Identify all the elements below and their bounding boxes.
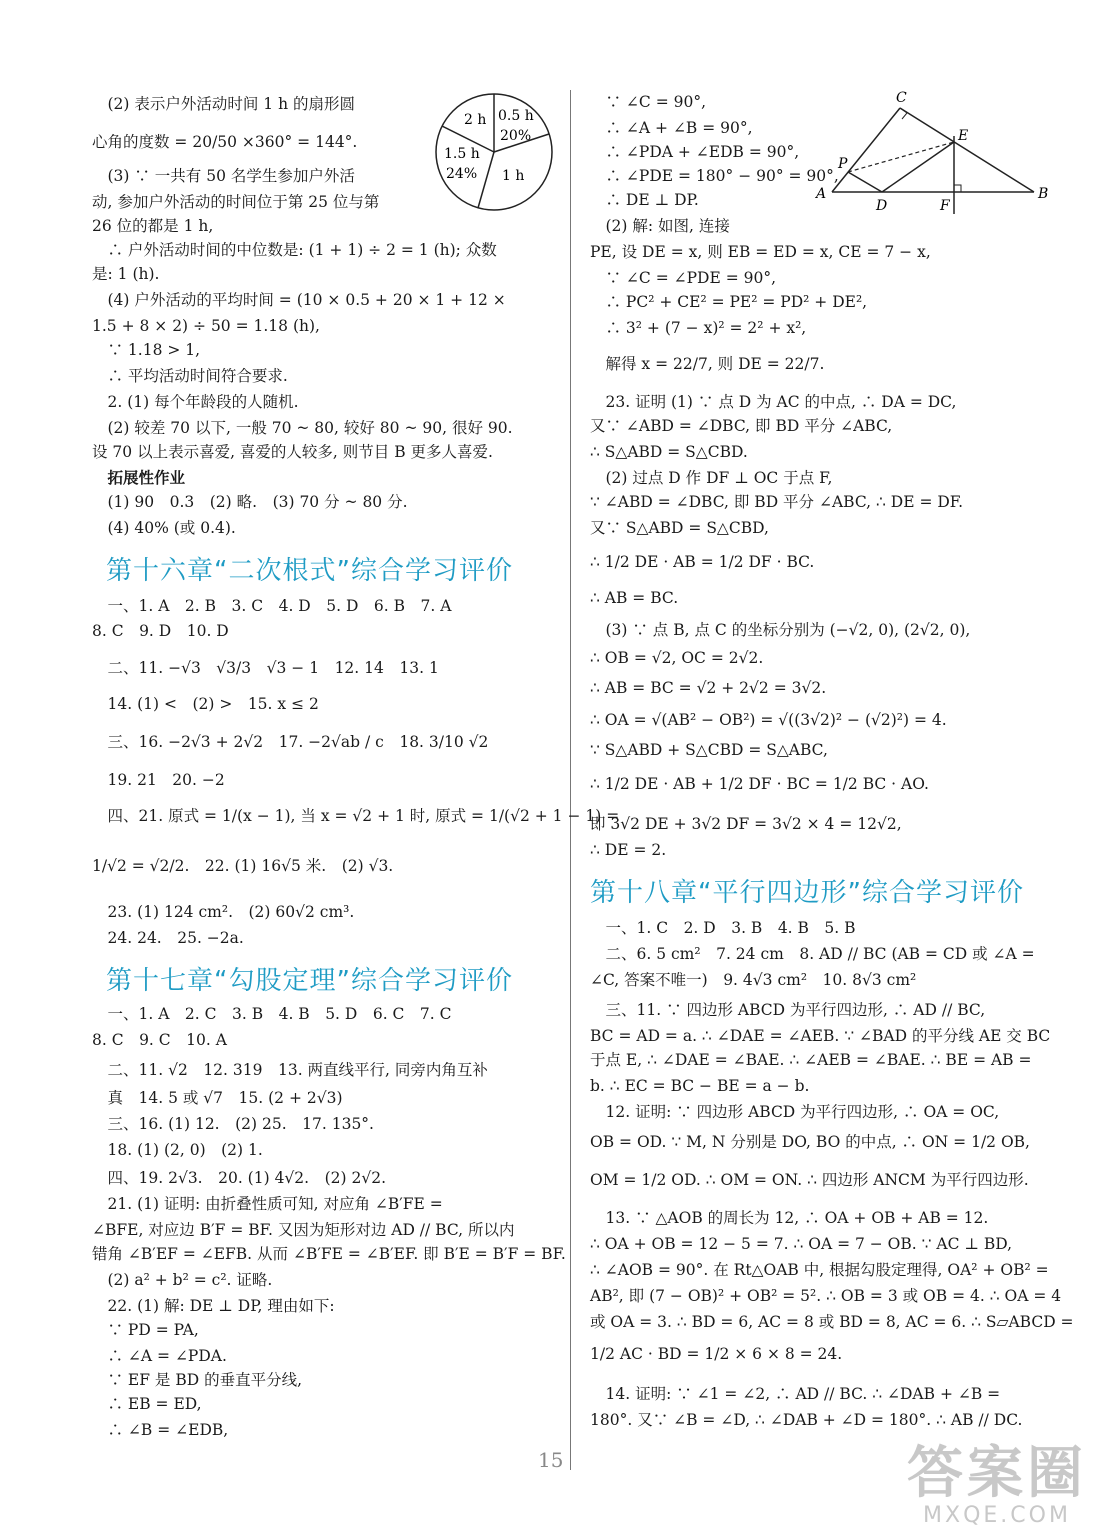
answer-line: 一、1. C 2. D 3. B 4. B 5. B [590,919,856,937]
answer-line: 19. 21 20. −2 [92,771,225,789]
text-line: 又∵ S△ABD = S△CBD, [590,519,769,537]
answer-line: 或 OA = 3. ∴ BD = 6, AC = 8 或 BD = 8, AC = 6. ∴ S▱ABCD = [590,1313,1074,1331]
point-label: D [876,198,888,214]
answer-line: 错角 ∠B′EF = ∠EFB. 从而 ∠B′FE = ∠B′EF. 即 B′E = B′F = BF. [92,1245,566,1263]
pie-label: 1.5 h [444,146,480,162]
answer-line: 三、11. ∵ 四边形 ABCD 为平行四边形, ∴ AD // BC, [590,1001,986,1019]
text-line: ∴ 户外活动时间的中位数是: (1 + 1) ÷ 2 = 1 (h); 众数 [92,241,497,259]
text-line: PE, 设 DE = x, 则 EB = ED = x, CE = 7 − x, [590,243,931,261]
pie-label: 0.5 h [498,108,534,124]
answer-line: ∴ ∠AOB = 90°. 在 Rt△OAB 中, 根据勾股定理得, OA² + OB² = [590,1261,1049,1279]
dashed-PE [848,142,954,172]
answer-line: ∵ EF 是 BD 的垂直平分线, [92,1371,303,1389]
text-line: (3) ∵ 一共有 50 名学生参加户外活 [92,167,355,185]
text-line: ∵ ∠ABD = ∠DBC, 即 BD 平分 ∠ABC, ∴ DE = DF. [590,493,964,511]
watermark-text: 答案圈 [907,1441,1087,1506]
text-line: 2. (1) 每个年龄段的人随机. [92,393,299,411]
text-line: 解得 x = 22/7, 则 DE = 22/7. [590,355,825,373]
text-line: (2) 解: 如图, 连接 [590,217,730,235]
answer-line: 8. C 9. D 10. D [92,622,229,640]
point-label: A [816,186,827,202]
segment-CB [900,108,1034,192]
section-subtitle: 拓展性作业 [92,468,186,487]
answer-line: BC = AD = a. ∴ ∠DAE = ∠AEB. ∵ ∠BAD 的平分线 AE 交 BC [590,1027,1051,1045]
right-angle-mark [954,185,961,192]
text-line: 26 位的都是 1 h, [92,217,214,235]
answer-line: 180°. 又∵ ∠B = ∠D, ∴ ∠DAB + ∠D = 180°. ∴ AB // DC. [590,1411,1023,1429]
text-line: ∴ PC² + CE² = PE² = PD² + DE², [590,293,868,311]
watermark-url: MXQE.COM [923,1503,1071,1528]
answer-line: 1/√2 = √2/2. 22. (1) 16√5 米. (2) √3. [92,857,394,875]
text-line: 心角的度数 = 20/50 ×360° = 144°. [92,133,358,151]
answer-line: 一、1. A 2. B 3. C 4. D 5. D 6. B 7. A [92,597,452,615]
answer-line: ∴ ∠B = ∠EDB, [92,1421,229,1439]
segment-PD [848,172,882,192]
answer-line: 12. 证明: ∵ 四边形 ABCD 为平行四边形, ∴ OA = OC, [590,1103,1000,1121]
answer-line: 8. C 9. C 10. A [92,1031,227,1049]
text-line: 动, 参加户外活动的时间位于第 25 位与第 [92,193,380,211]
text-line: (3) ∵ 点 B, 点 C 的坐标分别为 (−√2, 0), (2√2, 0), [590,621,971,639]
segment-AC [832,108,900,192]
answer-line: 四、19. 2√3. 20. (1) 4√2. (2) 2√2. [92,1169,387,1187]
text-line: 又∵ ∠ABD = ∠DBC, 即 BD 平分 ∠ABC, [590,417,893,435]
answer-line: 真 14. 5 或 √7 15. (2 + 2√3) [92,1089,343,1107]
text-line: 23. 证明 (1) ∵ 点 D 为 AC 的中点, ∴ DA = DC, [590,393,957,411]
answer-line: 23. (1) 124 cm². (2) 60√2 cm³. [92,903,355,921]
answer-line: 14. (1) < (2) > 15. x ≤ 2 [92,695,319,713]
page-number: 15 [538,1448,564,1472]
text-line: (4) 户外活动的平均时间 = (10 × 0.5 + 20 × 1 + 12 × [92,291,506,309]
answer-line: 四、21. 原式 = 1/(x − 1), 当 x = √2 + 1 时, 原式 = 1/(√2 + 1 − 1) = [92,807,620,825]
chapter-17-heading: 第十七章“勾股定理”综合学习评价 [106,966,513,996]
answer-line: ∴ EB = ED, [92,1395,202,1413]
answer-line: b. ∴ EC = BC − BE = a − b. [590,1077,810,1095]
text-line: ∵ S△ABD + S△CBD = S△ABC, [590,741,828,759]
answer-line: 24. 24. 25. −2a. [92,929,244,947]
answer-line: ∴ OA + OB = 12 − 5 = 7. ∴ OA = 7 − OB. ∵ AC ⊥ BD, [590,1235,1013,1253]
text-line: ∴ 3² + (7 − x)² = 2² + x², [590,319,807,337]
point-label: E [958,128,969,144]
text-line: ∴ S△ABD = S△CBD. [590,443,748,461]
text-line: ∴ ∠PDA + ∠EDB = 90°, [590,143,800,161]
text-line: ∴ 1/2 DE · AB = 1/2 DF · BC. [590,553,815,571]
segment-DE [882,142,954,192]
text-line: ∴ AB = BC. [590,589,679,607]
geometry-figure [812,86,1052,214]
text-line: ∴ AB = BC = √2 + 2√2 = 3√2. [590,679,827,697]
answer-line: 14. 证明: ∵ ∠1 = ∠2, ∴ AD // BC. ∴ ∠DAB + ∠B = [590,1385,1001,1403]
answer-line: 13. ∵ △AOB 的周长为 12, ∴ OA + OB + AB = 12. [590,1209,989,1227]
answer-line: 三、16. (1) 12. (2) 25. 17. 135°. [92,1115,374,1133]
point-label: B [1038,186,1049,202]
pie-label: 20% [500,128,532,144]
answer-line: 三、16. −2√3 + 2√2 17. −2√ab / c 18. 3/10 √2 [92,733,489,751]
answer-line: 21. (1) 证明: 由折叠性质可知, 对应角 ∠B′FE = [92,1195,443,1213]
answer-line: 18. (1) (2, 0) (2) 1. [92,1141,263,1159]
text-line: 设 70 以上表示喜爱, 喜爱的人较多, 则节目 B 更多人喜爱. [92,443,493,461]
text-line: ∵ 1.18 > 1, [92,341,201,359]
point-label: F [940,198,950,214]
text-line: ∵ ∠C = ∠PDE = 90°, [590,269,777,287]
text-line: ∵ ∠C = 90°, [590,93,707,111]
answer-line: ∵ PD = PA, [92,1321,199,1339]
answer-line: 二、11. −√3 √3/3 √3 − 1 12. 14 13. 1 [92,659,439,677]
text-line: (2) 较差 70 以下, 一般 70 ~ 80, 较好 80 ~ 90, 很好 90. [92,419,513,437]
answer-line: ∠C, 答案不唯一) 9. 4√3 cm² 10. 8√3 cm² [590,971,917,989]
pie-label: 24% [446,166,478,182]
point-label: P [838,156,848,172]
chapter-18-heading: 第十八章“平行四边形”综合学习评价 [590,878,1024,908]
answer-line: ∴ ∠A = ∠PDA. [92,1347,227,1365]
answer-line: 22. (1) 解: DE ⊥ DP, 理由如下: [92,1297,335,1315]
chapter-16-heading: 第十六章“二次根式”综合学习评价 [106,556,513,586]
text-line: (4) 40% (或 0.4). [92,519,236,537]
text-line: (2) 过点 D 作 DF ⊥ OC 于点 F, [590,469,833,487]
text-line: 1.5 + 8 × 2) ÷ 50 = 1.18 (h), [92,317,320,335]
answer-line: 1/2 AC · BD = 1/2 × 6 × 8 = 24. [590,1345,843,1363]
pie-chart-figure [432,90,556,214]
text-line: ∴ OB = √2, OC = 2√2. [590,649,764,667]
answer-line: 于点 E, ∴ ∠DAE = ∠BAE. ∴ ∠AEB = ∠BAE. ∴ BE = AB = [590,1051,1032,1069]
pie-label: 1 h [502,168,525,184]
answer-line: OB = OD. ∵ M, N 分别是 DO, BO 的中点, ∴ ON = 1/2 OB, [590,1133,1030,1151]
text-line: (2) 表示户外活动时间 1 h 的扇形圆 [92,95,356,113]
answer-line: ∠BFE, 对应边 B′F = BF. 又因为矩形对边 AD // BC, 所以内 [92,1221,515,1239]
text-line: 是: 1 (h). [92,265,160,283]
text-line: (1) 90 0.3 (2) 略. (3) 70 分 ~ 80 分. [92,493,408,511]
point-label: C [896,90,907,106]
answer-line: (2) a² + b² = c². 证略. [92,1271,273,1289]
text-line: ∴ ∠A + ∠B = 90°, [590,119,753,137]
answer-line: AB², 即 (7 − OB)² + OB² = 5². ∴ OB = 3 或 OB = 4. ∴ OA = 4 [590,1287,1062,1305]
pie-divider [478,152,494,208]
column-divider [570,90,571,1470]
text-line: ∴ OA = √(AB² − OB²) = √((3√2)² − (√2)²) = 4. [590,711,947,729]
text-line: 即 3√2 DE + 3√2 DF = 3√2 × 4 = 12√2, [590,815,902,833]
text-line: ∴ DE = 2. [590,841,667,859]
watermark-logo [907,1429,1087,1528]
answer-line: 一、1. A 2. C 3. B 4. B 5. D 6. C 7. C [92,1005,452,1023]
text-line: ∴ 平均活动时间符合要求. [92,367,288,385]
text-line: ∴ DE ⊥ DP. [590,191,699,209]
text-line: ∴ 1/2 DE · AB + 1/2 DF · BC = 1/2 BC · AO. [590,775,929,793]
answer-line: 二、6. 5 cm² 7. 24 cm 8. AD // BC (AB = CD 或 ∠A = [590,945,1035,963]
answer-line: 二、11. √2 12. 319 13. 两直线平行, 同旁内角互补 [92,1061,488,1079]
pie-label: 2 h [464,112,487,128]
answer-line: OM = 1/2 OD. ∴ OM = ON. ∴ 四边形 ANCM 为平行四边形. [590,1171,1029,1189]
text-line: ∴ ∠PDE = 180° − 90° = 90°, [590,167,839,185]
